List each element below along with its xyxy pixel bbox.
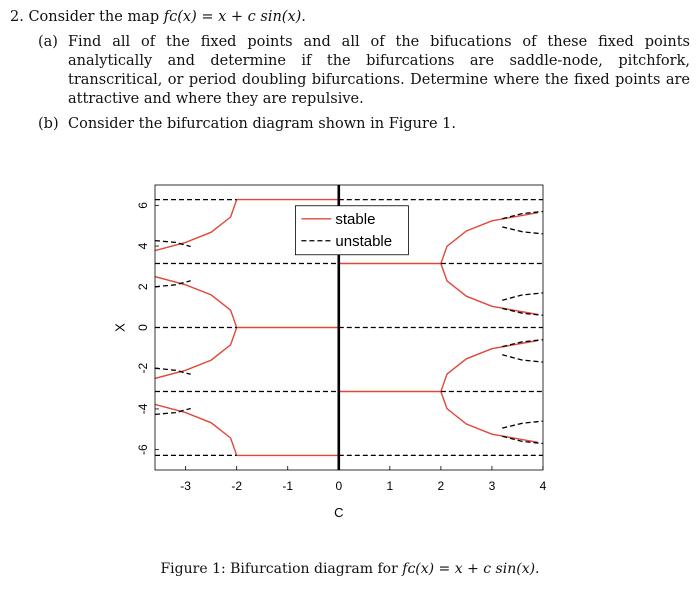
caption-prefix: Figure 1: Bifurcation diagram for (160, 561, 398, 577)
x-axis-label: C (334, 505, 344, 520)
caption-formula: fᴄ(x) = x + c sin(x). (402, 561, 540, 577)
stable-branch-6 (155, 328, 237, 379)
unstable-branch-15 (502, 227, 543, 234)
stable-branch-7 (155, 200, 237, 251)
problem-heading (10, 8, 690, 27)
stable-branch-10 (441, 264, 538, 315)
part-a (38, 33, 690, 109)
y-tick-label: -2 (136, 362, 150, 374)
x-tick-label: 0 (335, 479, 343, 493)
y-tick-label: 4 (136, 242, 150, 250)
x-tick-label: 2 (437, 479, 445, 493)
stable-branch-12 (441, 392, 538, 443)
part-a-label: (a) (38, 34, 58, 50)
y-tick-label: -4 (136, 403, 150, 415)
unstable-branch-16 (502, 293, 543, 300)
part-a-text: Find all of the fixed points and all of the bifucations of these fixed points analytically and determine if the bifurcations are saddle-node, pitchfork, transcritical, or period doubling bifurcations. Determine where the fixed points are attractive and where they are repulsive. (68, 34, 690, 107)
part-b-text: Consider the bifurcation diagram shown in Figure 1. (68, 116, 456, 132)
x-tick-label: 1 (386, 479, 394, 493)
bifurcation-diagram (100, 165, 570, 525)
problem-statement (10, 8, 690, 140)
unstable-branch-20 (502, 421, 543, 428)
x-tick-label: -3 (180, 479, 191, 493)
y-tick-label: 0 (136, 324, 150, 331)
x-tick-label: -2 (231, 479, 243, 493)
stable-branch-11 (441, 341, 538, 392)
stable-branch-9 (441, 213, 538, 264)
y-tick-label: 6 (136, 202, 150, 209)
part-b (38, 115, 690, 134)
legend-label-unstable: unstable (335, 232, 393, 250)
y-tick-label: 2 (136, 283, 150, 291)
unstable-branch-19 (502, 355, 543, 362)
y-axis-label: X (112, 323, 128, 332)
x-tick-label: 4 (539, 479, 547, 493)
figure-caption (0, 561, 700, 577)
y-tick-label: -6 (136, 444, 150, 455)
part-b-label: (b) (38, 116, 59, 132)
stable-branch-5 (155, 277, 237, 328)
problem-number: 2. (10, 9, 24, 25)
x-tick-label: -1 (282, 479, 294, 493)
legend-label-stable: stable (335, 210, 376, 228)
stable-branch-8 (155, 404, 237, 455)
problem-intro: Consider the map (28, 9, 160, 25)
map-formula: fᴄ(x) = x + c sin(x). (163, 9, 306, 25)
x-tick-label: 3 (488, 479, 496, 493)
